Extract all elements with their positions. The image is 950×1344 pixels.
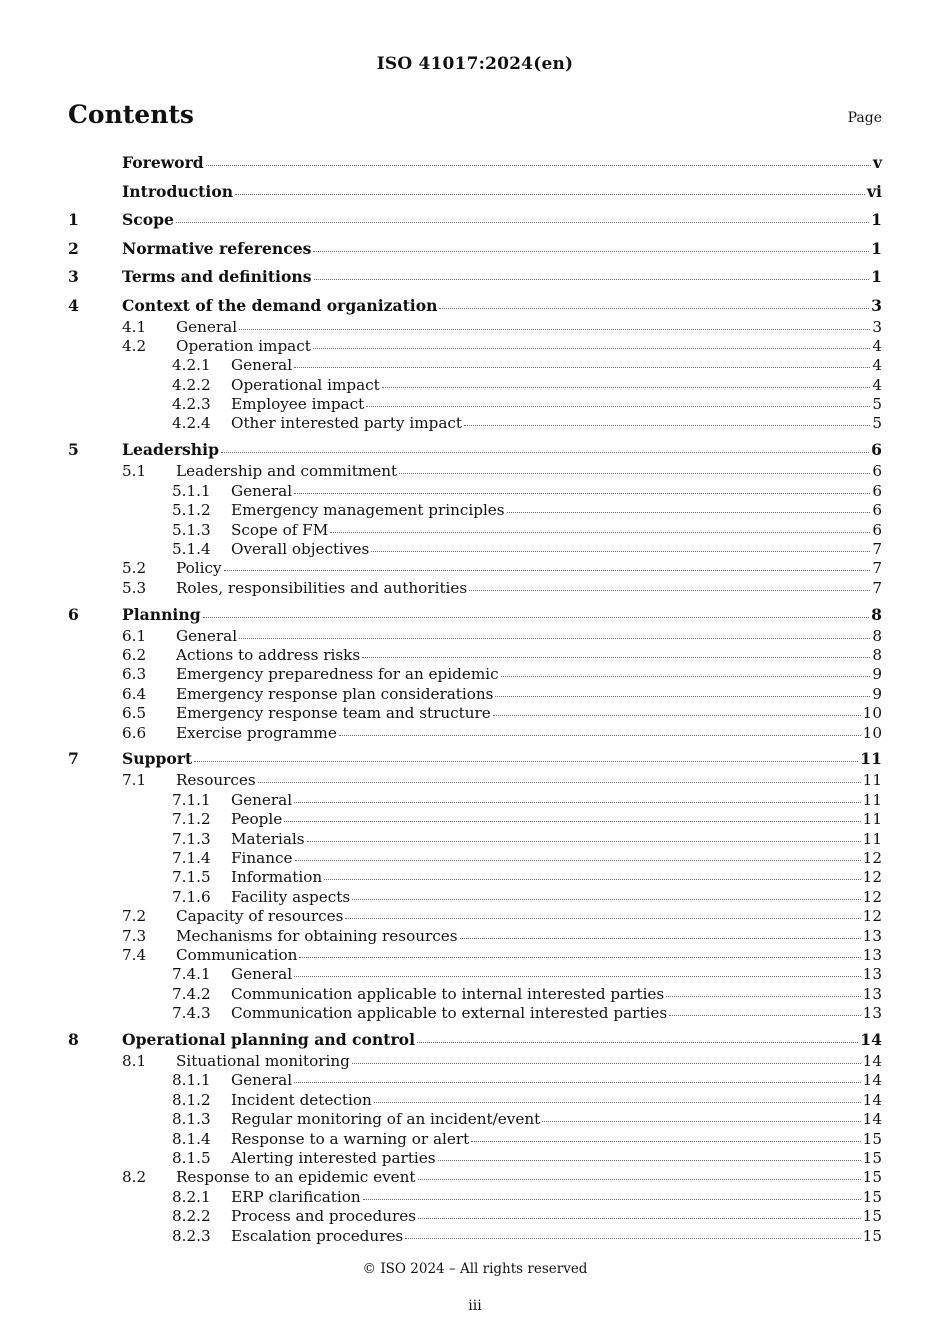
toc-entry-number: 5.1.4	[172, 539, 211, 558]
toc-entry-number: 6.2	[122, 645, 147, 664]
toc-entry-number: 7.1.1	[172, 790, 211, 809]
toc-entry[interactable]	[68, 665, 882, 684]
toc-entry-title: Facility aspects	[231, 887, 351, 906]
toc-entry-title: Operational impact	[231, 375, 380, 394]
toc-dot-leader	[194, 760, 858, 762]
toc-entry[interactable]	[68, 482, 882, 501]
toc-entry-page: 13	[862, 945, 882, 964]
toc-entry-page: 15	[862, 1226, 882, 1245]
toc-entry-page: 8	[872, 626, 882, 645]
toc-entry-page: 6	[872, 481, 882, 500]
toc-entry-number: 3	[68, 267, 79, 286]
toc-dot-leader	[469, 589, 870, 591]
toc-entry-title: Alerting interested parties	[231, 1148, 436, 1167]
toc-entry-page: 11	[862, 829, 882, 848]
toc-entry-title: Emergency response plan considerations	[176, 684, 494, 703]
toc-entry-title: Information	[231, 868, 323, 887]
toc-entry[interactable]	[68, 771, 882, 790]
toc-dot-leader	[495, 695, 870, 697]
toc-dot-leader	[352, 898, 861, 900]
toc-entry[interactable]	[68, 1071, 882, 1090]
toc-entry-number: 8.1.1	[172, 1071, 211, 1090]
toc-entry-number: 5.1.3	[172, 520, 211, 539]
toc-entry[interactable]	[68, 414, 882, 433]
toc-entry-title: Incident detection	[231, 1090, 372, 1109]
toc-entry-number: 8.2.2	[172, 1207, 211, 1226]
toc-dot-leader	[258, 781, 861, 783]
toc-entry-page: 6	[872, 520, 882, 539]
toc-entry-number: 4.1	[122, 317, 147, 336]
toc-dot-leader	[507, 511, 871, 513]
toc-entry-page: 11	[862, 810, 882, 829]
toc-dot-leader	[313, 347, 870, 349]
toc-entry-page: 6	[872, 501, 882, 520]
toc-entry-title: Employee impact	[231, 395, 365, 414]
toc-entry[interactable]	[68, 239, 882, 261]
toc-entry[interactable]	[68, 627, 882, 646]
toc-dot-leader	[294, 975, 861, 977]
toc-entry-page: vi	[867, 181, 882, 201]
toc-entry-page: 13	[862, 984, 882, 1003]
toc-entry-title: Mechanisms for obtaining resources	[176, 926, 458, 945]
toc-entry-title: Communication applicable to external interested parties	[231, 1004, 668, 1023]
toc-entry-number: 4.2	[122, 336, 147, 355]
toc-entry-number: 4.2.3	[172, 395, 211, 414]
toc-dot-leader	[418, 1178, 861, 1180]
toc-entry[interactable]	[68, 724, 882, 743]
toc-entry-page: 14	[862, 1110, 882, 1129]
toc-entry[interactable]	[68, 559, 882, 578]
toc-entry-number: 8.1	[122, 1052, 147, 1070]
toc-entry-title: Context of the demand organization	[122, 295, 438, 315]
toc-entry-page: 9	[872, 665, 882, 684]
toc-entry-title: Exercise programme	[176, 723, 337, 742]
toc-entry[interactable]	[68, 1188, 882, 1207]
toc-entry-title: Emergency response team and structure	[176, 704, 491, 723]
toc-entry-title: Communication applicable to internal interested parties	[231, 984, 665, 1003]
toc-dot-leader	[221, 451, 869, 453]
toc-entry-page: 8	[871, 604, 882, 624]
toc-entry[interactable]	[68, 888, 882, 907]
toc-dot-leader	[284, 820, 860, 822]
toc-entry-page: 4	[872, 356, 882, 375]
toc-entry-title: Finance	[231, 848, 293, 867]
toc-entry-title: Normative references	[122, 238, 312, 258]
toc-entry[interactable]	[68, 501, 882, 520]
toc-dot-leader	[206, 164, 871, 166]
toc-entry-page: 7	[872, 559, 882, 578]
toc-dot-leader	[669, 1014, 861, 1016]
toc-entry-page: 14	[862, 1090, 882, 1109]
toc-entry[interactable]	[68, 376, 882, 395]
toc-entry-page: 4	[872, 375, 882, 394]
toc-dot-leader	[352, 1062, 861, 1064]
toc-entry-page: 13	[862, 1004, 882, 1023]
toc-entry-number: 5.2	[122, 559, 147, 578]
toc-entry-title: Operational planning and control	[122, 1030, 415, 1049]
toc-entry-number: 2	[68, 238, 79, 258]
toc-entry-title: Capacity of resources	[176, 907, 344, 926]
toc-entry[interactable]	[68, 1110, 882, 1129]
toc-entry-title: Emergency preparedness for an epidemic	[176, 665, 499, 684]
toc-dot-leader	[417, 1041, 858, 1043]
toc-dot-leader	[439, 307, 869, 309]
toc-entry-number: 7	[68, 749, 79, 769]
toc-entry-page: 3	[872, 317, 882, 336]
toc-entry[interactable]	[68, 985, 882, 1004]
toc-entry[interactable]	[68, 1207, 882, 1226]
toc-entry[interactable]	[68, 830, 882, 849]
toc-entry-number: 4.2.4	[172, 414, 211, 433]
toc-entry-number: 5	[68, 440, 79, 460]
toc-entry-page: 14	[860, 1030, 882, 1049]
toc-dot-leader	[374, 1101, 861, 1103]
page-column-label: Page	[847, 110, 882, 126]
toc-dot-leader	[438, 1159, 861, 1161]
toc-entry-title: Support	[122, 749, 193, 769]
toc-entry-title: ERP clarification	[231, 1187, 361, 1206]
toc-entry-page: 15	[862, 1207, 882, 1226]
toc-entry-title: Escalation procedures	[231, 1226, 404, 1245]
toc-entry-number: 7.4.3	[172, 1004, 211, 1023]
toc-entry-page: 1	[871, 267, 882, 286]
toc-entry-number: 7.2	[122, 907, 147, 926]
toc-entry-page: 12	[862, 907, 882, 926]
toc-entry-page: 7	[872, 539, 882, 558]
toc-entry-page: 8	[872, 645, 882, 664]
toc-entry[interactable]	[68, 1130, 882, 1149]
toc-entry-number: 6.1	[122, 626, 147, 645]
toc-dot-leader	[493, 714, 861, 716]
toc-entry-number: 7.1.6	[172, 887, 211, 906]
toc-entry[interactable]	[68, 965, 882, 984]
toc-entry-number: 8.2.3	[172, 1226, 211, 1245]
toc-entry-number: 4.2.2	[172, 375, 211, 394]
toc-entry-page: 6	[871, 440, 882, 460]
toc-entry-page: v	[872, 153, 882, 172]
toc-entry[interactable]	[68, 685, 882, 704]
toc-entry-number: 8	[68, 1030, 79, 1049]
toc-entry[interactable]	[68, 1091, 882, 1110]
toc-entry-number: 7.1	[122, 771, 147, 790]
toc-dot-leader	[239, 328, 870, 330]
toc-dot-leader	[464, 424, 870, 426]
toc-entry-title: Overall objectives	[231, 539, 370, 558]
toc-dot-leader	[371, 550, 870, 552]
toc-entry[interactable]	[68, 521, 882, 540]
toc-dot-leader	[460, 937, 861, 939]
toc-entry-page: 15	[862, 1129, 882, 1148]
toc-entry-title: Response to an epidemic event	[176, 1168, 416, 1187]
toc-entry-page: 11	[862, 771, 882, 790]
toc-entry-page: 13	[862, 926, 882, 945]
toc-entry-page: 10	[862, 704, 882, 723]
toc-entry-title: Leadership	[122, 440, 219, 460]
toc-entry-page: 3	[871, 295, 882, 315]
toc-entry-number: 8.2.1	[172, 1187, 211, 1206]
toc-entry[interactable]	[68, 153, 882, 175]
toc-entry-number: 5.1.1	[172, 481, 211, 500]
toc-entry-title: General	[231, 965, 293, 984]
toc-dot-leader	[294, 1081, 861, 1083]
toc-entry[interactable]	[68, 791, 882, 810]
toc-entry-title: General	[231, 1071, 293, 1090]
toc-entry-title: Regular monitoring of an incident/event	[231, 1110, 541, 1129]
toc-dot-leader	[307, 840, 861, 842]
toc-dot-leader	[542, 1120, 860, 1122]
toc-entry-title: Foreword	[122, 153, 204, 172]
toc-dot-leader	[235, 193, 865, 195]
toc-entry-title: Other interested party impact	[231, 414, 463, 433]
toc-entry-page: 9	[872, 684, 882, 703]
toc-entry-page: 1	[871, 238, 882, 258]
toc-entry-number: 7.1.4	[172, 848, 211, 867]
toc-entry-number: 4.2.1	[172, 356, 211, 375]
toc-entry-number: 7.4	[122, 945, 147, 964]
toc-entry[interactable]	[68, 210, 882, 232]
toc-entry-title: General	[176, 317, 238, 336]
toc-entry[interactable]	[68, 395, 882, 414]
toc-entry-page: 6	[872, 462, 882, 481]
copyright-footer: © ISO 2024 – All rights reserved	[362, 1261, 588, 1277]
toc-entry[interactable]	[68, 810, 882, 829]
toc-entry[interactable]	[68, 605, 882, 627]
toc-entry-title: Operation impact	[176, 336, 311, 355]
toc-entry-number: 7.3	[122, 926, 147, 945]
toc-entry-page: 11	[862, 790, 882, 809]
toc-entry[interactable]	[68, 1149, 882, 1168]
toc-entry-page: 15	[862, 1168, 882, 1187]
toc-entry[interactable]	[68, 1052, 882, 1071]
toc-dot-leader	[313, 250, 869, 252]
toc-entry-page: 15	[862, 1187, 882, 1206]
toc-entry-title: General	[231, 481, 293, 500]
toc-entry[interactable]	[68, 356, 882, 375]
toc-entry-page: 12	[862, 887, 882, 906]
toc-entry-number: 7.1.2	[172, 810, 211, 829]
toc-entry[interactable]	[68, 296, 882, 318]
toc-entry-page: 10	[862, 723, 882, 742]
toc-entry-title: Situational monitoring	[176, 1052, 350, 1070]
toc-entry-title: General	[176, 626, 238, 645]
toc-entry-number: 6.3	[122, 665, 147, 684]
toc-entry-number: 8.1.2	[172, 1090, 211, 1109]
toc-dot-leader	[418, 1217, 861, 1219]
toc-entry-page: 12	[862, 848, 882, 867]
toc-dot-leader	[339, 734, 861, 736]
toc-entry-number: 6	[68, 604, 79, 624]
toc-entry[interactable]	[68, 1227, 882, 1246]
toc-entry[interactable]	[68, 849, 882, 868]
toc-entry[interactable]	[68, 462, 882, 481]
toc-dot-leader	[294, 492, 870, 494]
toc-dot-leader	[203, 616, 870, 618]
toc-entry-title: Materials	[231, 829, 305, 848]
toc-dot-leader	[363, 1198, 861, 1200]
toc-entry-page: 5	[872, 395, 882, 414]
toc-entry-page: 1	[871, 210, 882, 229]
toc-entry-title: Introduction	[122, 181, 234, 201]
toc-dot-leader	[471, 1140, 860, 1142]
toc-entry-page: 13	[862, 965, 882, 984]
toc-dot-leader	[382, 386, 871, 388]
toc-dot-leader	[294, 366, 870, 368]
toc-entry-title: General	[231, 790, 293, 809]
toc-entry[interactable]	[68, 868, 882, 887]
toc-dot-leader	[299, 956, 860, 958]
toc-dot-leader	[314, 278, 870, 280]
toc-entry-number: 6.5	[122, 704, 147, 723]
toc-entry-title: Leadership and commitment	[176, 462, 398, 481]
toc-entry-title: Scope of FM	[231, 520, 329, 539]
toc-dot-leader	[176, 221, 869, 223]
page-number: iii	[468, 1298, 482, 1314]
toc-entry-number: 6.4	[122, 684, 147, 703]
toc-dot-leader	[239, 637, 870, 639]
toc-dot-leader	[224, 569, 871, 571]
toc-entry-number: 6.6	[122, 723, 147, 742]
toc-entry-title: Actions to address risks	[176, 645, 361, 664]
toc-entry-page: 15	[862, 1148, 882, 1167]
toc-entry-number: 5.1.2	[172, 501, 211, 520]
toc-dot-leader	[295, 859, 861, 861]
toc-entry-page: 14	[862, 1052, 882, 1070]
toc-dot-leader	[324, 878, 861, 880]
toc-entry[interactable]	[68, 749, 882, 771]
toc-entry[interactable]	[68, 182, 882, 204]
toc-entry-page: 7	[872, 578, 882, 597]
toc-entry-number: 1	[68, 210, 79, 229]
toc-entry[interactable]	[68, 267, 882, 289]
toc-entry-number: 8.1.3	[172, 1110, 211, 1129]
toc-entry[interactable]	[68, 440, 882, 462]
toc-dot-leader	[366, 405, 870, 407]
table-of-contents	[68, 153, 882, 1246]
toc-entry-page: 12	[862, 868, 882, 887]
toc-entry-number: 8.1.5	[172, 1148, 211, 1167]
toc-entry-title: General	[231, 356, 293, 375]
toc-dot-leader	[399, 472, 870, 474]
toc-entry-number: 7.4.2	[172, 984, 211, 1003]
toc-dot-leader	[501, 675, 871, 677]
toc-entry-number: 8.1.4	[172, 1129, 211, 1148]
toc-entry-page: 14	[862, 1071, 882, 1090]
toc-entry[interactable]	[68, 1030, 882, 1052]
toc-entry[interactable]	[68, 704, 882, 723]
toc-entry-title: Planning	[122, 604, 201, 624]
toc-entry[interactable]	[68, 927, 882, 946]
toc-entry-number: 5.1	[122, 462, 147, 481]
toc-entry[interactable]	[68, 907, 882, 926]
toc-entry-title: Resources	[176, 771, 256, 790]
toc-dot-leader	[362, 656, 870, 658]
toc-entry-number: 7.4.1	[172, 965, 211, 984]
contents-title: Contents	[68, 100, 195, 129]
toc-entry-title: Policy	[176, 559, 222, 578]
toc-entry-title: Roles, responsibilities and authorities	[176, 578, 468, 597]
toc-entry[interactable]	[68, 540, 882, 559]
toc-entry[interactable]	[68, 646, 882, 665]
toc-entry[interactable]	[68, 1004, 882, 1023]
toc-dot-leader	[330, 531, 870, 533]
toc-entry-title: Scope	[122, 210, 174, 229]
toc-dot-leader	[666, 995, 860, 997]
toc-entry-page: 5	[872, 414, 882, 433]
toc-entry-title: Emergency management principles	[231, 501, 505, 520]
toc-dot-leader	[294, 801, 861, 803]
toc-entry-title: Response to a warning or alert	[231, 1129, 470, 1148]
toc-entry[interactable]	[68, 579, 882, 598]
toc-entry-number: 8.2	[122, 1168, 147, 1187]
toc-dot-leader	[405, 1237, 860, 1239]
toc-entry-number: 5.3	[122, 578, 147, 597]
toc-entry-number: 7.1.3	[172, 829, 211, 848]
toc-entry[interactable]	[68, 318, 882, 337]
toc-entry[interactable]	[68, 337, 882, 356]
toc-entry-number: 7.1.5	[172, 868, 211, 887]
toc-entry-title: Terms and definitions	[122, 267, 312, 286]
toc-entry-number: 4	[68, 295, 79, 315]
toc-entry-title: Process and procedures	[231, 1207, 417, 1226]
toc-dot-leader	[345, 917, 860, 919]
toc-entry-page: 4	[872, 336, 882, 355]
toc-entry-title: People	[231, 810, 283, 829]
toc-entry-title: Communication	[176, 945, 298, 964]
toc-entry[interactable]	[68, 946, 882, 965]
toc-entry-page: 11	[860, 749, 882, 769]
document-id-header: ISO 41017:2024(en)	[376, 54, 574, 74]
toc-entry[interactable]	[68, 1168, 882, 1187]
